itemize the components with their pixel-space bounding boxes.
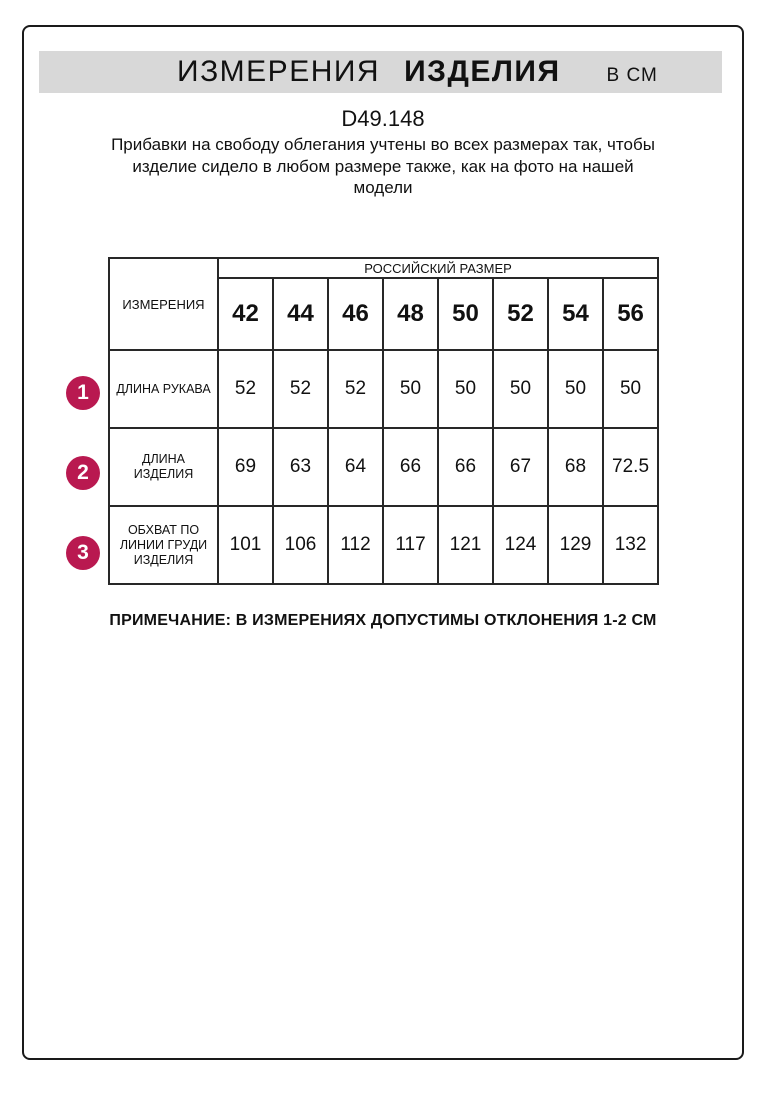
row-marker-3-badge: 3 [66,536,100,570]
product-code: D49.148 [341,106,425,131]
size-table [108,257,659,585]
measurement-label: ДЛИНА ИЗДЕЛИЯ [109,428,218,506]
table-row-chest-girth [109,506,658,584]
measurement-value: 50 [438,350,493,428]
measurement-value: 101 [218,506,273,584]
measurement-value: 121 [438,506,493,584]
measurement-value: 68 [548,428,603,506]
russian-size-group-header: РОССИЙСКИЙ РАЗМЕР [218,258,658,278]
measurement-label: ДЛИНА РУКАВА [109,350,218,428]
measurement-value: 117 [383,506,438,584]
title-bar [39,51,722,93]
size-column-header: 56 [603,278,658,350]
title-measurements: ИЗМЕРЕНИЯ [177,55,381,88]
measurement-value: 52 [328,350,383,428]
table-row-sleeve-length [109,350,658,428]
measurement-value: 50 [383,350,438,428]
measurement-value: 67 [493,428,548,506]
measurement-value: 50 [548,350,603,428]
measurement-value: 63 [273,428,328,506]
description-line: Прибавки на свободу облегания учтены во всех размерах так, чтобы [111,135,655,154]
size-column-header: 46 [328,278,383,350]
tolerance-note: ПРИМЕЧАНИЕ: В ИЗМЕРЕНИЯХ ДОПУСТИМЫ ОТКЛОНЕНИЯ 1-2 СМ [109,612,657,629]
measurement-value: 112 [328,506,383,584]
measurement-value: 129 [548,506,603,584]
size-column-header: 50 [438,278,493,350]
measurement-label: ОБХВАТ ПО ЛИНИИ ГРУДИ ИЗДЕЛИЯ [109,506,218,584]
table-group-header-row [109,258,658,278]
measurement-value: 64 [328,428,383,506]
size-column-header: 42 [218,278,273,350]
measurement-value: 52 [273,350,328,428]
title-product: ИЗДЕЛИЯ [404,55,561,88]
size-column-header: 54 [548,278,603,350]
description-line: модели [353,178,413,197]
measurement-value: 132 [603,506,658,584]
measurement-value: 72.5 [603,428,658,506]
measurement-value: 66 [383,428,438,506]
row-marker-1-badge: 1 [66,376,100,410]
product-description [22,134,744,199]
measurement-value: 50 [603,350,658,428]
description-line: изделие сидело в любом размере также, как на фото на нашей [132,156,634,176]
measurement-value: 50 [493,350,548,428]
measurement-value: 69 [218,428,273,506]
title-units: В СМ [606,64,658,86]
size-column-header: 52 [493,278,548,350]
row-marker-2-badge: 2 [66,456,100,490]
measurements-column-header: ИЗМЕРЕНИЯ [109,258,218,350]
table-row-item-length [109,428,658,506]
measurement-value: 52 [218,350,273,428]
size-column-header: 44 [273,278,328,350]
size-column-header: 48 [383,278,438,350]
measurement-value: 106 [273,506,328,584]
measurement-value: 124 [493,506,548,584]
measurement-value: 66 [438,428,493,506]
